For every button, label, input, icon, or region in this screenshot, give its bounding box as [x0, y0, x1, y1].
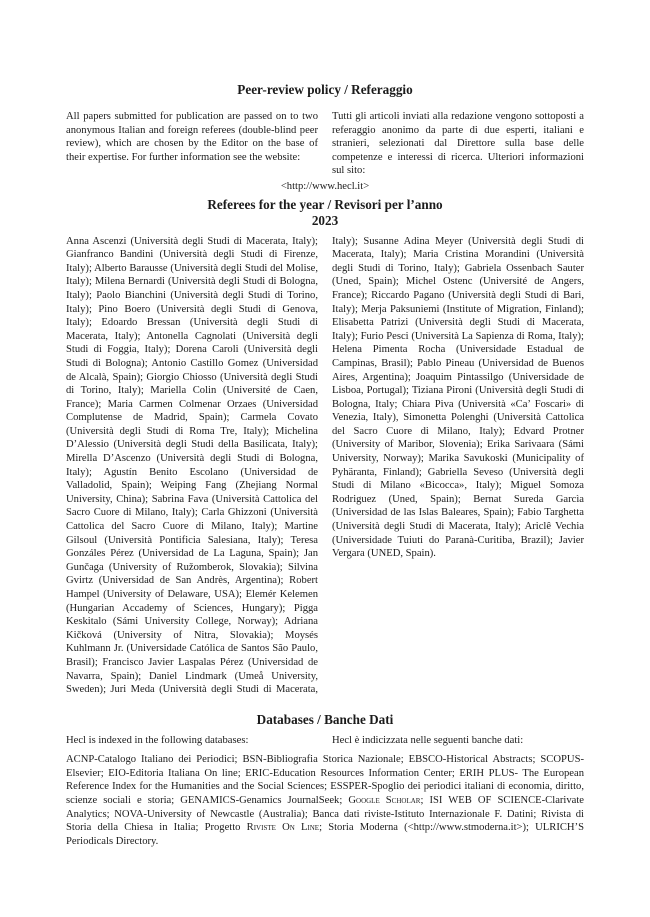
databases-english: Hecl is indexed in the following databases:	[66, 734, 249, 746]
referees-text: Anna Ascenzi (Università degli Studi di Macerata, Italy); Gianfranco Bandini (Università degli Studi di Firenze, Italy); Alberto Barausse (Università degli Studi del Molise, Italy); Milena Bernardi (Università degli Studi di Bologna, Italy); Paolo Bianchini (Università degli Studi di Torino, Italy); Pino Boero (Università degli Studi di Genova, Italy); Edoardo Bressan (Università degli Studi di Macerata, Italy); Antonella Cagnolati (Università degli Studi di Foggia, Italy); Dorena Caroli (Università degli Studi di Bologna); Antonio Castillo Gomez (Universidad de Alcalà, Spain); Giorgio Chiosso (Università degli Studi di Torino, Italy); Mariella Colin (Université de Caen, France); Maria Carmen Colmenar Orzaes (Universidad Complutense de Madrid, Spain); Carmela Covato (Università degli Studi di Roma Tre, Italy); Michelina D’Alessio (Università degli Studi della Basilicata, Italy); Mirella D’Ascenzo (Università degli Studi di Bologna, Italy); Agustín Benito Escolano (Universidad de Valladolid, Spain); Weiping Fang (Zhejiang Normal University, China); Sabrina Fava (Università Cattolica del Sacro Cuore di Milano, Italy); Carla Ghizzoni (Università Cattolica del Sacro Cuore di Milano, Italy); Martine Gilsoul (Università Pontificia Salesiana, Italy); Teresa Gonzáles Pérez (Universidad de La Laguna, Spain); Jan Gunčaga (University of Ružomberok, Slovakia); Silvina Gvirtz (Universidad de San Andrès, Argentina); Robert Hampel (University of Delaware, USA); Elemér Kelemen (Hungarian Accademy of Sciences, Hungary); Pigga Keskitalo (Sámi University College, Norway); Adriana Kičková (University of Nitra, Slovakia); Moysés Kuhlmann Jr. (Universidade Católica de Santos São Paulo, Brasil); Francisco Javier Laspalas Pérez (Universidad de Navarra, Spain); Daniel Lindmark (Umeå University, Sweden); Juri Meda (Università degli Studi di Macerata, Italy); Susanne Adina Meyer (Università degli Studi di Macerata, Italy); Maria Cristina Morandini (Università degli Studi di Torino, Italy); Gabriela Ossenbach Sauter (Uned, Spain); Michel Ostenc (Université de Angers, France); Riccardo Pagano (Università degli Studi di Bari, Italy); Merja Paksuniemi (Institute of Migration, Finland); Elisabetta Patrizi (Università degli Studi di Macerata, Italy); Furio Pesci (Università La Sapienza di Roma, Italy); Helena Pimenta Rocha (Universidade Estadual de Campinas, Brasil); Pablo Pineau (Universidad de Buenos Aires, Argentina); Joaquim Pintassilgo (Universidade de Lisboa, Portugal); Tiziana Pironi (Università degli Studi di Bologna, Italy; Chiara Piva (Università «Ca’ Foscari» di Venezia, Italy), Simonetta Polenghi (Università Cattolica del Sacro Cuore di Milano, Italy); Edvard Protner (University of Maribor, Slovenia); Erika Sarivaara (Sámi University, Norway); Marika Savukoski (Municipality of Pyhäranta, Finland); Gabriella Seveso (Università degli Studi di Milano «Bicocca», Italy); Miguel Somoza Rodriguez (Uned, Spain); Bernat Sureda Garcìa (Universidad de las Islas Baleares, Spain); Fabio Targhetta (Università degli Studi di Macerata, Italy); Ariclê Vechia (Universidade Tuiuti do Paranà-Curitiba, Brazil); Javier Vergara (UNED, Spain).	[66, 235, 584, 696]
referees-heading-year: 2023	[311, 212, 339, 228]
peer-review-italian: Tutti gli articoli inviati alla redazione vengono sottoposti a referaggio anonimo da parte di due esperti, italiani e stranieri, selezionati dal Direttore sulla base delle competenze e interessi di ricerca. Ulteriori informazioni sul sito:	[332, 111, 584, 177]
peer-review-english: All papers submitted for publication are passed on to two anonymous Italian and foreign referees (double-blind peer review), which are chosen by the Editor on the base of their expertise. For further information see the website:	[66, 111, 318, 163]
peer-review-section	[66, 82, 584, 194]
databases-google-scholar: Google Scholar	[348, 794, 421, 806]
website-link[interactable]: <http://www.hecl.it>	[280, 180, 370, 192]
databases-italian: Hecl è indicizzata nelle seguenti banche dati:	[332, 734, 524, 746]
databases-list-part-a: ACNP-Catalogo Italiano dei Periodici; BSN-Bibliografia Storica Nazionale; EBSCO-Historical Abstracts; SCOPUS-Elsevier; EIO-Editoria Italiana On line; ERIC-Education Resources Information Center; ERIH PLUS- The European Reference Index for the Humanities and the Social Sciences; ESSPER-Spoglio dei periodici italiani di economia, diritto, scienze sociali e storia; GENAMICS-Genamics JournalSeek;	[66, 754, 584, 806]
referees-heading-title: Referees for the year / Revisori per l’anno	[207, 196, 443, 212]
referees-section	[66, 197, 584, 698]
peer-review-heading: Peer-review policy / Referaggio	[237, 82, 413, 97]
referees-list	[66, 235, 584, 698]
databases-intro	[66, 734, 584, 748]
databases-heading: Databases / Banche Dati	[256, 711, 394, 727]
databases-list	[66, 753, 584, 848]
databases-list-part-b: ; ISI WEB OF SCIENCE-Clarivate Analytics; NOVA-University of Newcastle (Australia); Banca dati riviste-Istituto Internazionale F. Datini; Rivista di Storia della Chiesa in Italia; Progetto	[66, 794, 585, 834]
databases-riviste-online: Riviste On Line	[246, 822, 320, 834]
databases-list-part-c: ; Storia Moderna (<http://www.stmoderna.it>); ULRICH’S Periodicals Directory.	[66, 822, 584, 847]
peer-review-columns	[66, 110, 584, 178]
databases-list-text	[66, 753, 584, 848]
referees-heading	[66, 197, 584, 229]
databases-section	[66, 712, 584, 849]
